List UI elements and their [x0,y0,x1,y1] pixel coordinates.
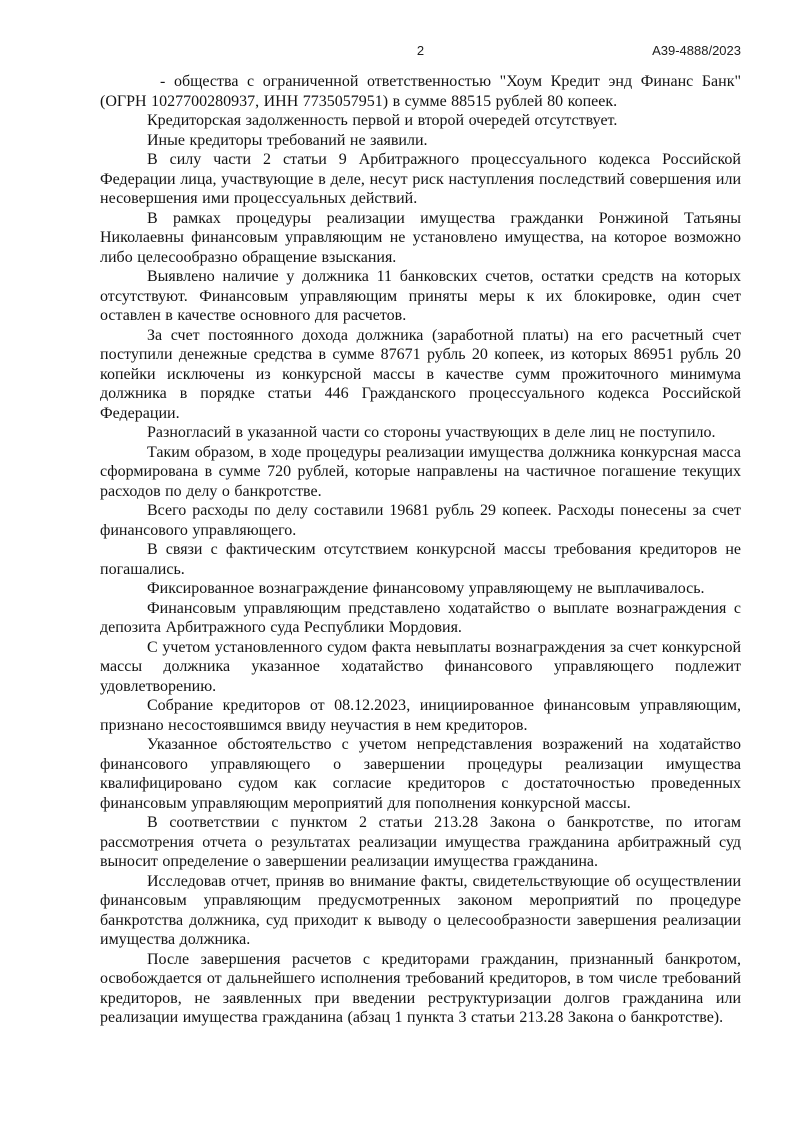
paragraph: Разногласий в указанной части со стороны участвующих в деле лиц не поступило. [147,424,716,441]
paragraph: Выявлено наличие у должника 11 банковских счетов, остатки средств на которых отсутствуют. Финансовым управляющим приняты меры к их блокировке, один счет оставлен в качестве основного для расчетов. [100,268,741,324]
paragraph: Фиксированное вознаграждение финансовому управляющему не выплачивалось. [147,580,705,597]
paragraph: В соответствии с пунктом 2 статьи 213.28 Закона о банкротстве, по итогам рассмотрения отчета о результатах реализации имущества гражданина арбитражный суд выносит определение о завершении реализации имущества гражданина. [100,814,741,870]
page-header [100,43,741,61]
paragraph: В связи с фактическим отсутствием конкурсной массы требования кредиторов не погашались. [100,541,741,578]
case-number: А39-4888/2023 [652,43,741,58]
paragraph: С учетом установленного судом факта невыплаты вознаграждения за счет конкурсной массы должника указанное ходатайство финансового управляющего подлежит удовлетворению. [100,638,741,695]
paragraph: Всего расходы по делу составили 19681 рубль 29 копеек. Расходы понесены за счет финансового управляющего. [100,502,741,539]
document-body [100,72,741,1028]
paragraph: Кредиторская задолженность первой и второй очередей отсутствует. [147,112,618,129]
paragraph: Таким образом, в ходе процедуры реализации имущества должника конкурсная масса сформирована в сумме 720 рублей, которые направлены на частичное погашение текущих расходов по делу о банкротстве. [100,443,741,500]
paragraph: Иные кредиторы требований не заявили. [147,131,428,149]
paragraph: Собрание кредиторов от 08.12.2023, инициированное финансовым управляющим, признано несостоявшимся ввиду неучастия в нем кредиторов. [100,697,741,734]
paragraph: Финансовым управляющим представлено ходатайство о выплате вознаграждения с депозита Арбитражного суда Республики Мордовия. [100,599,741,636]
paragraph: Указанное обстоятельство с учетом непредставления возражений на ходатайство финансового управляющего о завершении процедуры реализации имущества квалифицировано судом как согласие кредиторов с достаточностью проведенных финансовым управляющим мероприятий для пополнения конкурсной массы. [100,736,741,812]
paragraph: В силу части 2 статьи 9 Арбитражного процессуального кодекса Российской Федерации лица, участвующие в деле, несут риск наступления последствий совершения или несовершения ими процессуальных действий. [100,151,741,207]
paragraph: За счет постоянного дохода должника (заработной платы) на его расчетный счет поступили денежные средства в сумме 87671 рубль 20 копеек, из которых 86951 рубль 20 копейки исключены из конкурсной массы в качестве сумм прожиточного минимума должника в порядке статьи 446 Гражданского процессуального кодекса Российской Федерации. [100,326,741,422]
paragraph: В рамках процедуры реализации имущества гражданки Ронжиной Татьяны Николаевны финансовым управляющим не установлено имущества, на которое возможно либо целесообразно обращение взыскания. [100,209,741,266]
paragraph: - общества с ограниченной ответственностью "Хоум Кредит энд Финанс Банк" (ОГРН 1027700280937, ИНН 7735057951) в сумме 88515 рублей 80 копеек. [100,73,741,110]
paragraph: Исследовав отчет, приняв во внимание факты, свидетельствующие об осуществлении финансовым управляющим предусмотренных законом мероприятий по процедуре банкротства должника, суд приходит к выводу о целесообразности завершения реализации имущества должника. [100,872,741,948]
page-number: 2 [416,43,425,58]
paragraph: После завершения расчетов с кредиторами гражданин, признанный банкротом, освобождается от дальнейшего исполнения требований кредиторов, в том числе требований кредиторов, не заявленных при введении реструктуризации долгов гражданина или реализации имущества гражданина (абзац 1 пункта 3 статьи 213.28 Закона о банкротстве). [100,950,741,1026]
